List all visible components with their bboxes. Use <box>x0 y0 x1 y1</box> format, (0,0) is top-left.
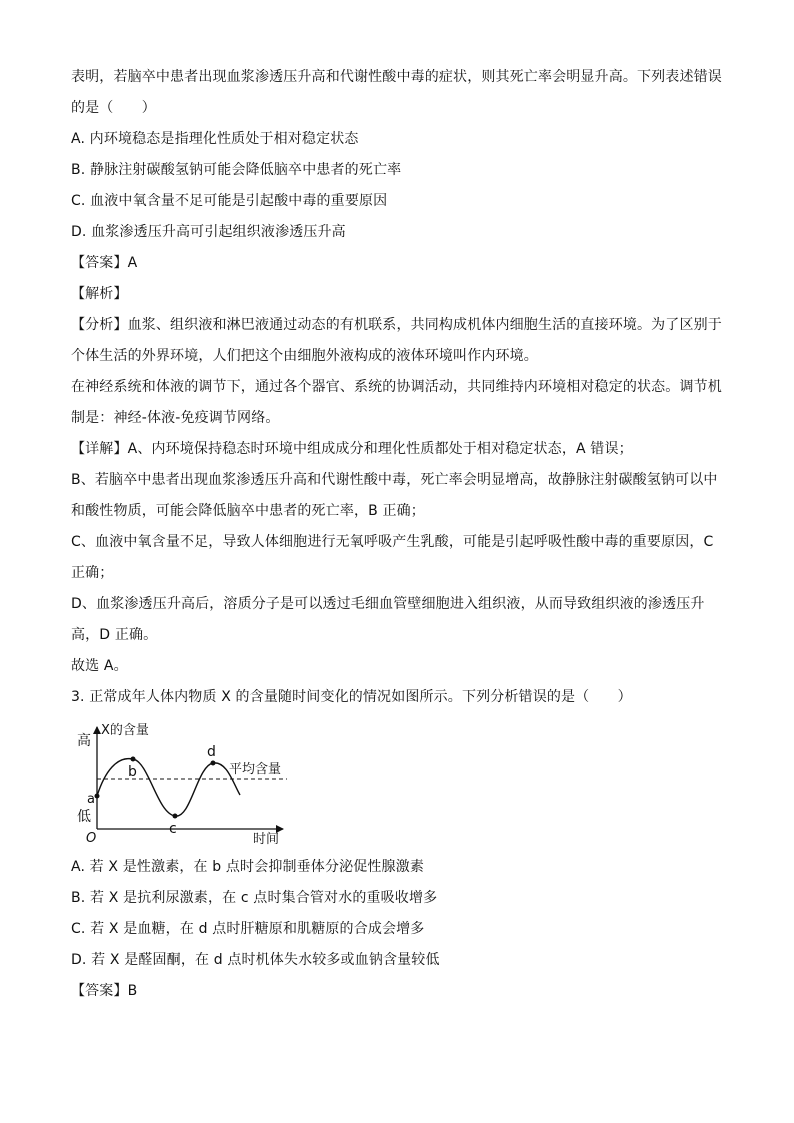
option-b: B. 若 X 是抗利尿激素，在 c 点时集合管对水的重吸收增多 <box>71 890 438 906</box>
y-axis-title: X的含量 <box>101 723 149 738</box>
detail-line: 【详解】A、内环境保持稳态时环境中组成成分和理化性质都处于相对稳定状态，A 错误； <box>71 441 633 457</box>
answer-value: A <box>127 255 138 271</box>
answer-line <box>71 976 721 1007</box>
option-c: C. 若 X 是血糖，在 d 点时肝糖原和肌糖原的合成会增多 <box>71 921 425 937</box>
y-low-label: 低 <box>77 809 91 825</box>
analysis-line: 制是：神经-体液-免疫调节网络。 <box>71 410 280 426</box>
question-3-stem: 3. 正常成年人体内物质 X 的含量随时间变化的情况如图所示。下列分析错误的是（ ） <box>71 689 632 705</box>
detail-line: C、血液中氧含量不足，导致人体细胞进行无氧呼吸产生乳酸，可能是引起呼吸性酸中毒的重要原因，C <box>71 534 714 550</box>
option-d: D. 若 X 是醛固酮，在 d 点时机体失水较多或血钠含量较低 <box>71 952 440 968</box>
analysis-line: 【分析】血浆、组织液和淋巴液通过动态的有机联系，共同构成机体内细胞生活的直接环境。为了区别于 <box>71 317 722 333</box>
content-curve <box>97 759 240 817</box>
point-c-label: c <box>169 821 177 837</box>
answer-value: B <box>127 983 138 999</box>
option-c: C. 血液中氧含量不足可能是引起酸中毒的重要原因 <box>71 193 388 209</box>
content-curve-figure <box>75 721 295 846</box>
option-a: A. 若 X 是性激素，在 b 点时会抑制垂体分泌促性腺激素 <box>71 859 425 875</box>
detail-line: D、血浆渗透压升高后，溶质分子是可以透过毛细血管壁细胞进入组织液，从而导致组织液的渗透压升 <box>71 596 705 612</box>
detail-line: B、若脑卒中患者出现血浆渗透压升高和代谢性酸中毒，死亡率会明显增高，故静脉注射碳酸氢钠可以中 <box>71 472 718 488</box>
x-axis-title: 时间 <box>253 832 280 846</box>
document-page <box>71 62 721 1007</box>
point-c-dot <box>173 814 178 819</box>
point-a-label: a <box>87 792 95 807</box>
analysis-line: 在神经系统和体液的调节下，通过各个器官、系统的协调活动，共同维持内环境相对稳定的状态。调节机 <box>71 379 722 395</box>
option-a: A. 内环境稳态是指理化性质处于相对稳定状态 <box>71 131 359 147</box>
average-label: 平均含量 <box>229 762 282 777</box>
point-b-dot <box>131 757 136 762</box>
answer-line <box>71 248 721 279</box>
detail-line: 高，D 正确。 <box>71 627 158 643</box>
point-d-dot <box>211 761 216 766</box>
question-stem-line: 表明，若脑卒中患者出现血浆渗透压升高和代谢性酸中毒的症状，则其死亡率会明显升高。下列表述错误 <box>71 69 722 85</box>
point-b-label: b <box>128 764 137 780</box>
answer-tag: 【答案】 <box>71 255 128 271</box>
detail-line: 正确； <box>71 565 114 581</box>
point-a-dot <box>95 794 100 799</box>
point-d-label: d <box>207 744 216 760</box>
answer-tag: 【答案】 <box>71 983 128 999</box>
curve-diagram <box>75 721 295 846</box>
analysis-line: 个体生活的外界环境，人们把这个由细胞外液构成的液体环境叫作内环境。 <box>71 348 538 364</box>
conclusion-line: 故选 A。 <box>71 658 128 674</box>
question-stem-line: 的是（ ） <box>71 100 156 116</box>
option-d: D. 血浆渗透压升高可引起组织液渗透压升高 <box>71 224 346 240</box>
y-high-label: 高 <box>77 733 91 749</box>
analysis-tag: 【解析】 <box>71 286 128 302</box>
option-b: B. 静脉注射碳酸氢钠可能会降低脑卒中患者的死亡率 <box>71 162 402 178</box>
detail-line: 和酸性物质，可能会降低脑卒中患者的死亡率，B 正确； <box>71 503 425 519</box>
origin-label: O <box>86 831 97 846</box>
